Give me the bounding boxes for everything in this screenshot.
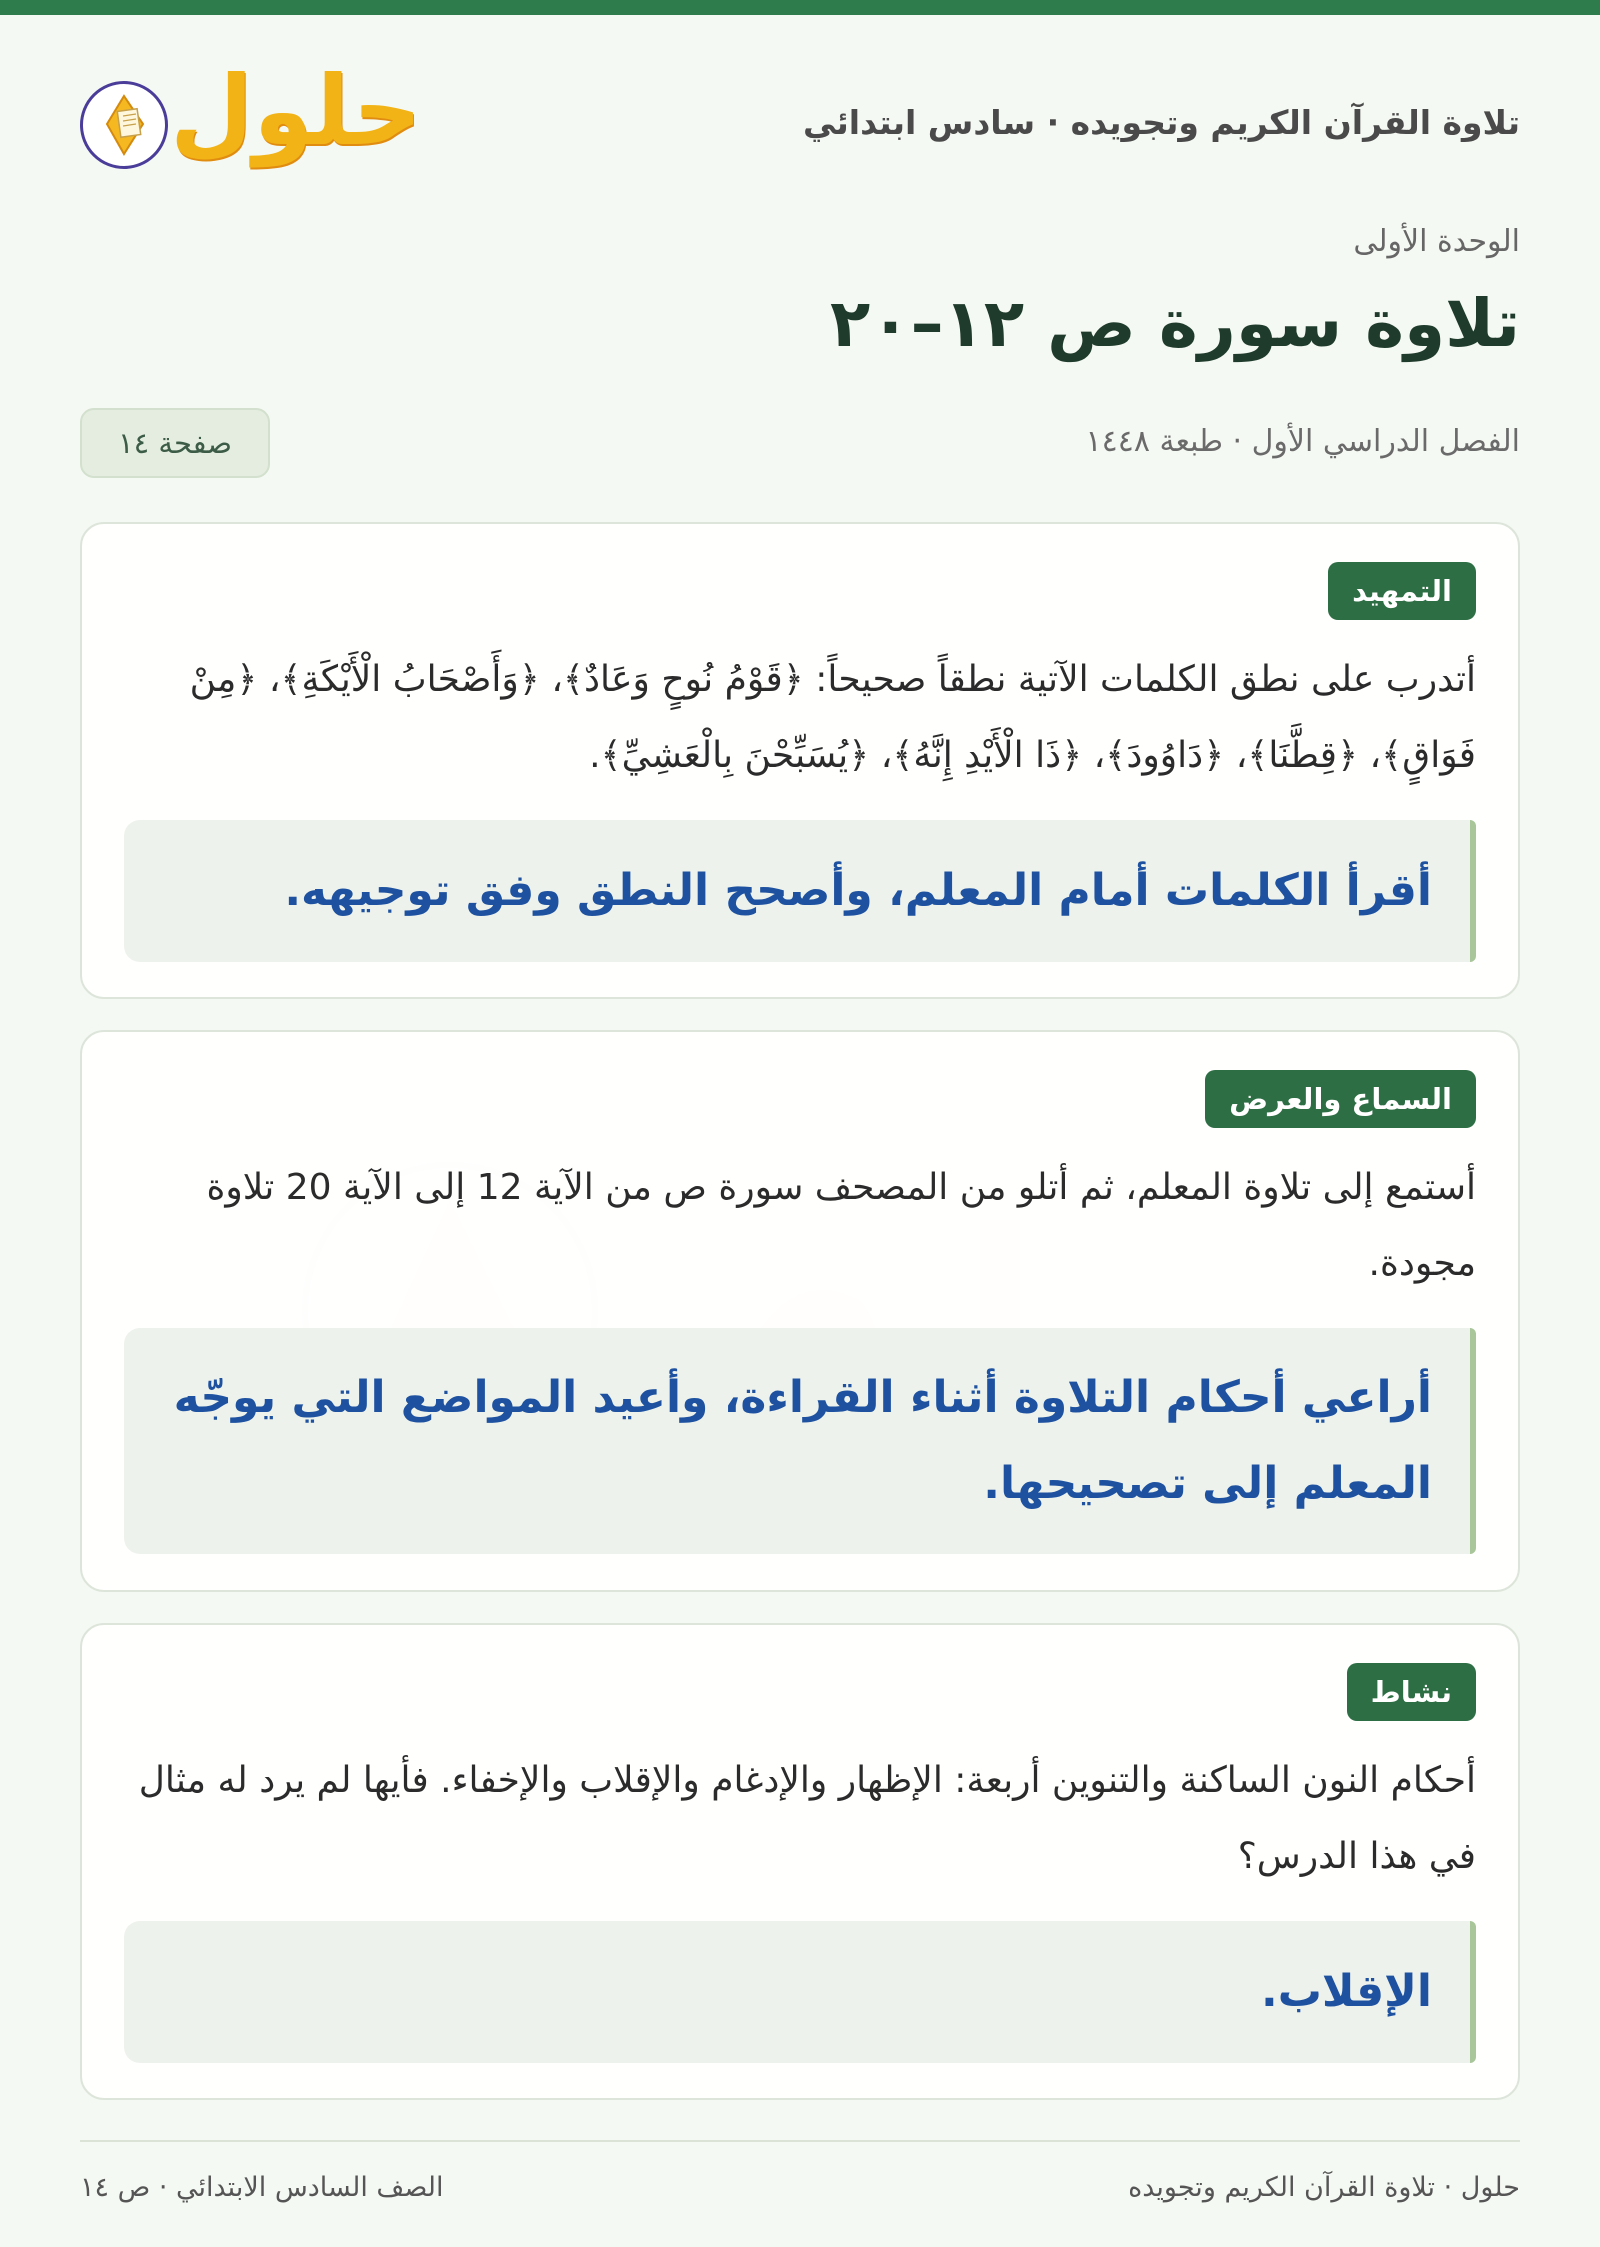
answer-text: أقرأ الكلمات أمام المعلم، وأصحح النطق وفق توجيهه.: [284, 865, 1432, 916]
unit-label: الوحدة الأولى: [1353, 224, 1520, 259]
section-tag: التمهيد: [1328, 562, 1476, 620]
footer-book-label: حلول · تلاوة القرآن الكريم وتجويده: [1128, 2172, 1520, 2203]
answer-box: [124, 1328, 1476, 1554]
answer-box: [124, 1921, 1476, 2063]
logo-wordmark: حلول: [170, 55, 422, 167]
logo-book-icon: [80, 81, 168, 169]
section-tag: السماع والعرض: [1205, 1070, 1476, 1128]
answer-box: [124, 820, 1476, 962]
footer-divider: [80, 2140, 1520, 2142]
answer-text: الإقلاب.: [1261, 1966, 1432, 2017]
top-accent-bar: [0, 0, 1600, 15]
page-header: [80, 55, 1520, 200]
answer-text: أراعي أحكام التلاوة أثناء القراءة، وأعيد المواضع التي يوجّه المعلم إلى تصحيحها.: [173, 1372, 1432, 1509]
book-title: تلاوة القرآن الكريم وتجويده · سادس ابتدائي: [802, 103, 1520, 142]
semester-edition: الفصل الدراسي الأول · طبعة ١٤٤٨: [1085, 424, 1520, 459]
section-card-preparation: [80, 522, 1520, 999]
footer-page-label: الصف السادس الابتدائي · ص ١٤: [80, 2172, 444, 2203]
section-card-listening: [80, 1030, 1520, 1592]
section-prompt: أحكام النون الساكنة والتنوين أربعة: الإظهار والإدغام والإقلاب والإخفاء. فأيها لم يرد له مثال في هذا الدرس؟: [138, 1760, 1476, 1877]
section-prompt: أتدرب على نطق الكلمات الآتية نطقاً صحيحاً: ﴿قَوْمُ نُوحٍ وَعَادٌ﴾، ﴿وَأَصْحَابُ الْأَيْكَةِ﴾، ﴿مِنْ فَوَاقٍ﴾، ﴿قِطَّنَا﴾، ﴿دَاوُودَ﴾، ﴿ذَا الْأَيْدِ إِنَّهُ﴾، ﴿يُسَبِّحْنَ بِالْعَشِيِّ﴾.: [189, 659, 1476, 776]
lesson-title: تلاوة سورة ص ١٢–٢٠: [830, 285, 1520, 362]
section-card-activity: [80, 1623, 1520, 2100]
section-prompt: أستمع إلى تلاوة المعلم، ثم أتلو من المصحف سورة ص من الآية 12 إلى الآية 20 تلاوة مجودة.: [206, 1167, 1476, 1284]
section-tag: نشاط: [1347, 1663, 1476, 1721]
page-number-badge: صفحة ١٤: [80, 408, 270, 478]
logo: [80, 55, 422, 175]
